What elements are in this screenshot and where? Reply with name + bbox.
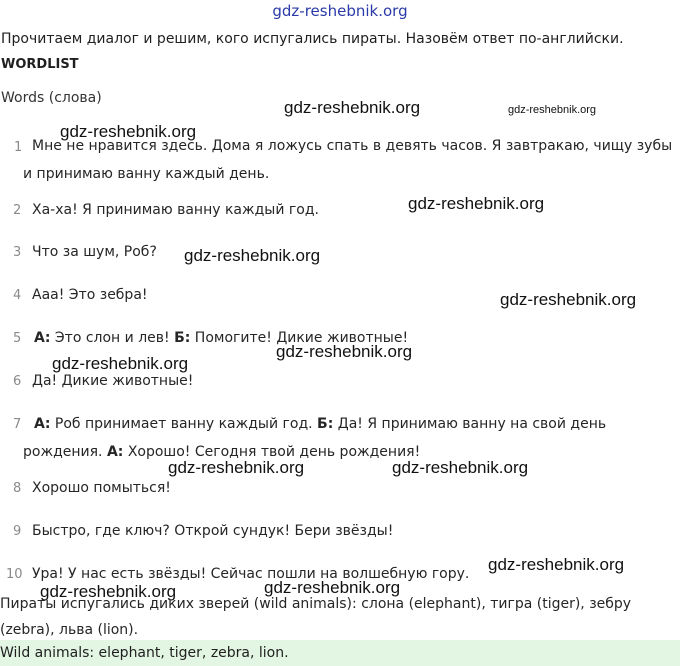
watermark: gdz-reshebnik.org (60, 122, 197, 141)
item-text: Хорошо помыться! (32, 480, 171, 496)
item-text: Мне не нравится здесь. Дома я ложусь спать в девять часов. Я завтракаю, чищу зубы (32, 138, 673, 154)
watermark: gdz-reshebnik.org (500, 290, 637, 309)
item-text: Ура! У нас есть звёзды! Сейчас пошли на волшебную гору. (32, 566, 470, 582)
item-text-pre: рождения. (23, 444, 107, 460)
speaker-a-text: Роб принимает ванну каждый год. (50, 416, 318, 432)
item-text: Что за шум, Роб? (32, 244, 157, 260)
answer-text: (zebra), льва (lion). (0, 622, 139, 638)
item-number: 4 (13, 288, 22, 303)
speaker-b-label: Б: (174, 330, 191, 346)
site-title[interactable]: gdz-reshebnik.org (272, 2, 408, 20)
watermark: gdz-reshebnik.org (264, 578, 401, 597)
item-text: Ааа! Это зебра! (32, 287, 148, 303)
speaker-a-label: А: (106, 444, 124, 460)
speaker-b-label: Б: (317, 416, 334, 432)
watermark: gdz-reshebnik.org (184, 246, 321, 265)
item-number: 9 (13, 524, 22, 539)
speaker-a-text: Это слон и лев! (50, 330, 175, 346)
watermark: gdz-reshebnik.org (284, 98, 421, 117)
watermark: gdz-reshebnik.org (168, 458, 305, 477)
watermark: gdz-reshebnik.org (276, 342, 413, 361)
item-text: Быстро, где ключ? Открой сундук! Бери звёзды! (32, 523, 394, 539)
speaker-a-label: А: (34, 416, 51, 432)
watermark: gdz-reshebnik.org (408, 194, 545, 213)
watermark: gdz-reshebnik.org (392, 458, 529, 477)
watermark: gdz-reshebnik.org (508, 104, 597, 116)
highlight-text: Wild animals: elephant, tiger, zebra, lion. (0, 645, 289, 661)
item-number: 3 (13, 245, 22, 260)
item-number: 5 (13, 331, 22, 346)
watermark: gdz-reshebnik.org (488, 555, 625, 574)
watermark: gdz-reshebnik.org (40, 582, 177, 601)
item-number: 2 (13, 203, 22, 218)
speaker-b-text: Да! Я принимаю ванну на свой день (333, 416, 607, 432)
item-text: и принимаю ванну каждый день. (23, 166, 270, 182)
item-number: 7 (13, 417, 22, 432)
item-text: Да! Дикие животные! (32, 373, 194, 389)
speaker-a-label: А: (34, 330, 51, 346)
intro-text: Прочитаем диалог и решим, кого испугались пираты. Назовём ответ по-английски. (1, 31, 624, 47)
speaker-a-text: Хорошо! Сегодня твой день рождения! (123, 444, 421, 460)
watermark: gdz-reshebnik.org (52, 354, 189, 373)
wordlist-heading: WORDLIST (1, 57, 79, 72)
item-number: 8 (13, 481, 22, 496)
item-text: Ха-ха! Я принимаю ванну каждый год. (32, 202, 319, 218)
item-number: 1 (14, 140, 23, 155)
answer-text: Пираты испугались диких зверей (wild animals): слона (elephant), тигра (tiger), зебру (0, 596, 632, 612)
item-number: 10 (6, 567, 23, 582)
list-item (14, 139, 22, 155)
words-label: Words (слова) (1, 90, 102, 106)
speaker-b-text: Помогите! Дикие животные! (190, 330, 409, 346)
item-number: 6 (13, 374, 22, 389)
item-text (34, 416, 606, 432)
